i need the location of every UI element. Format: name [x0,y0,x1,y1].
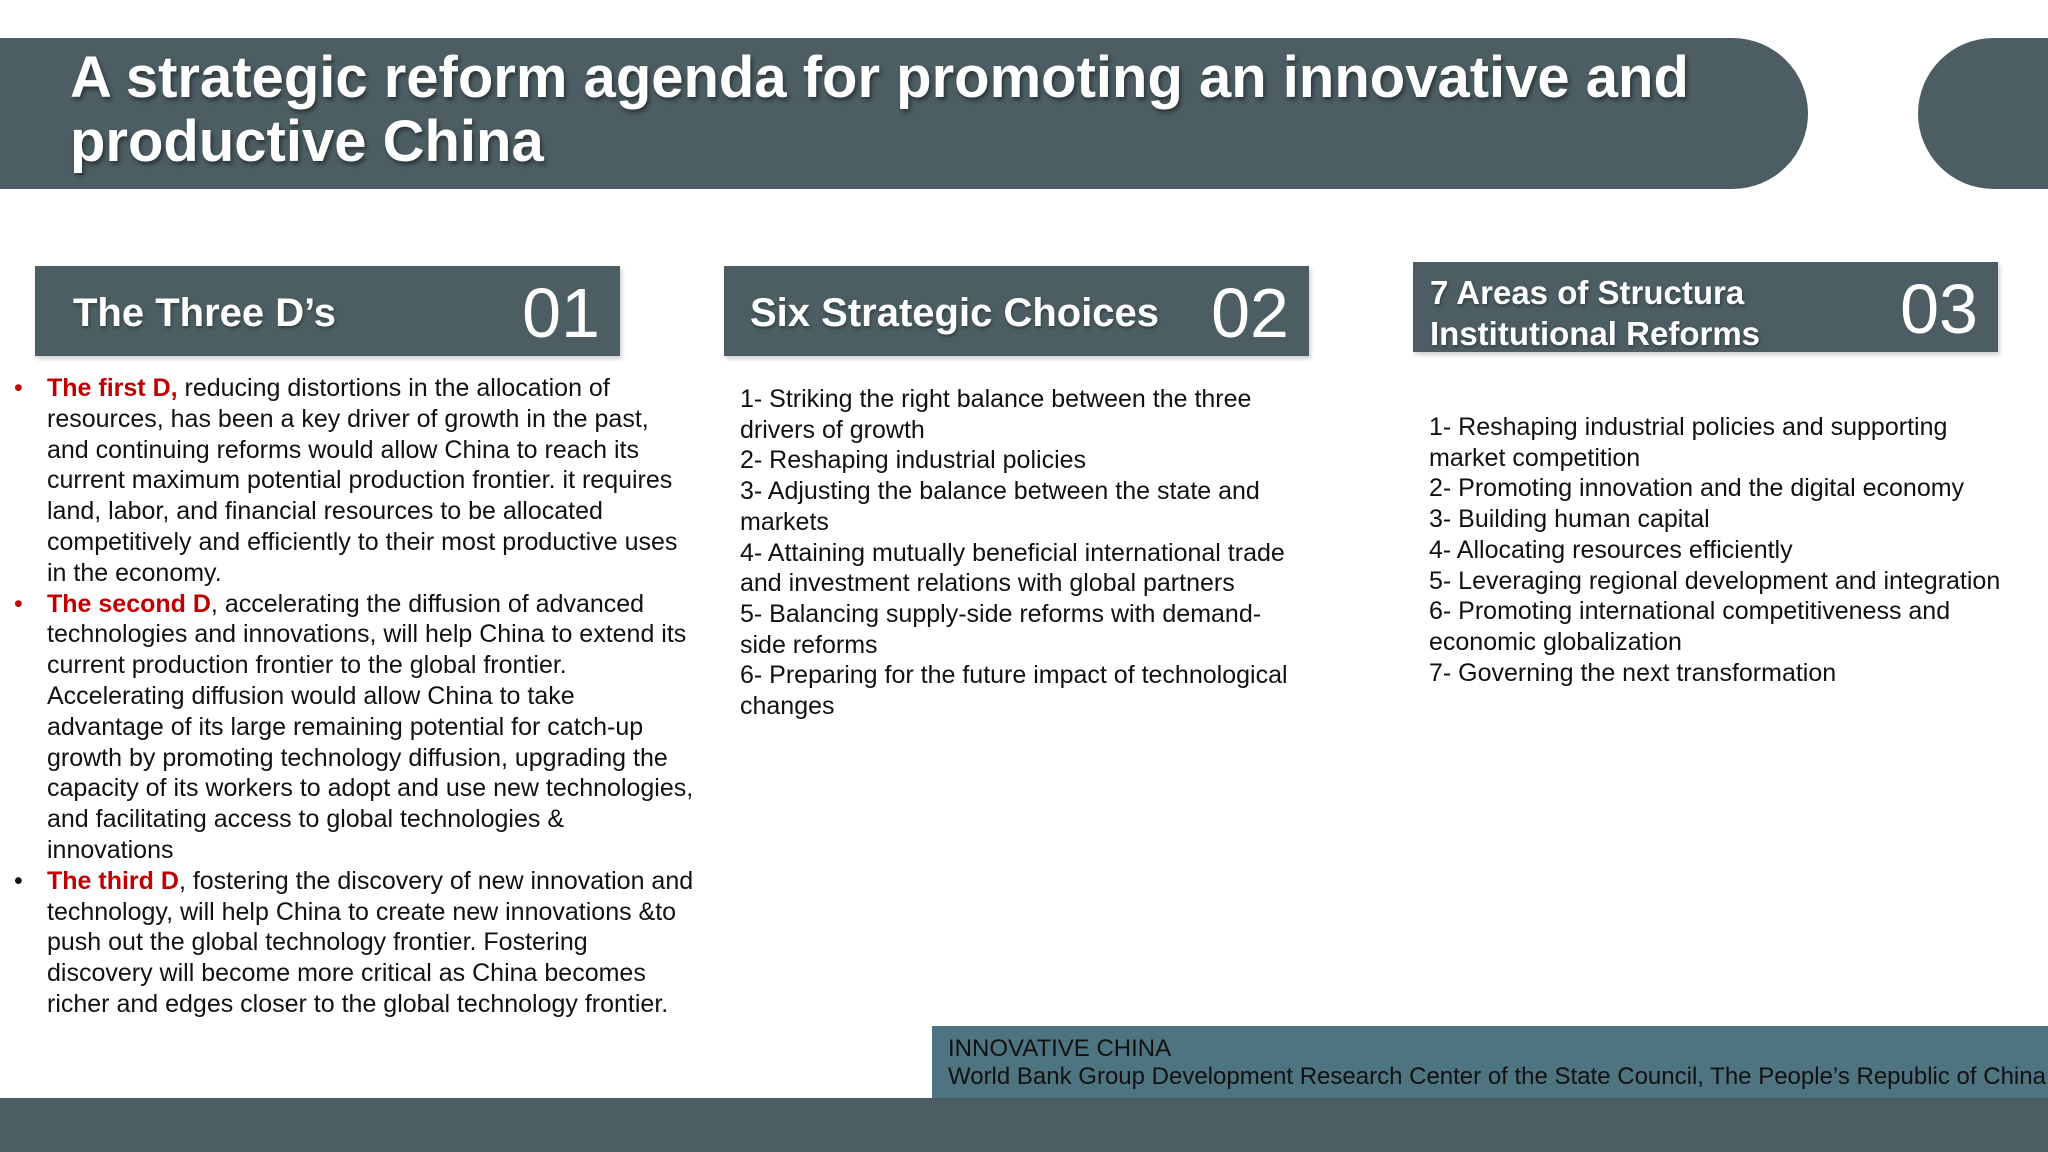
bullet-icon: • [14,866,23,895]
column-title: Six Strategic Choices [750,291,1160,335]
column-title-line: Institutional Reforms [1430,315,1761,352]
bullet-icon: • [14,589,23,618]
list-item: 1- Reshaping industrial policies and supporting market competition [1429,413,1948,472]
slide-title: A strategic reform agenda for promoting an innovative and productive China [70,45,1689,174]
bullet-lead: The third D [47,866,179,895]
list-item [14,866,694,1020]
column-number: 02 [1211,274,1289,352]
column-title: The Three D’s [73,291,337,335]
list-item: 4- Attaining mutually beneficial international trade and investment relations with global partners [740,538,1285,598]
list-item [14,589,694,866]
list-item: 4- Allocating resources efficiently [1429,535,1793,564]
column-header-seven-areas [1413,262,1998,352]
bullet-lead: The second D [47,589,211,618]
list-item: 7- Governing the next transformation [1429,658,1837,687]
bullet-icon: • [14,374,23,402]
list-item: 2- Promoting innovation and the digital economy [1429,474,1965,503]
column-header-six-choices [724,266,1309,356]
three-ds-list [14,373,694,1020]
list-item: 6- Preparing for the future impact of technological changes [740,661,1288,721]
bullet-text: , fostering the discovery of new innovation and technology, will help China to create new innovations &to push out the global technology frontier. Fostering discovery will become more critical as China becomes richer and edges closer to the global technology frontier. [47,866,694,1018]
column-number: 03 [1900,270,1978,348]
column-number: 01 [522,274,600,352]
list-item [14,373,694,589]
column-header-three-ds [35,266,620,356]
bullet-text: reducing distortions in the allocation of resources, has been a key driver of growth in the past, and continuing reforms would allow China to reach its current maximum potential production frontier. it requires land, labor, and financial resources to be allocated competitively and efficiently to their most productive uses in the economy. [47,374,678,587]
reform-areas-list [1429,412,2009,688]
column-title [1430,272,1766,354]
list-item: 6- Promoting international competitiveness and economic globalization [1429,597,1951,656]
list-item: 5- Balancing supply-side reforms with demand-side reforms [740,599,1262,659]
list-item: 1- Striking the right balance between the three drivers of growth [740,385,1252,444]
footer-bar [0,1098,2048,1152]
bullet-text: , accelerating the diffusion of advanced technologies and innovations, will help China to extend its current production frontier to the global frontier. Accelerating diffusion would allow China to take advantage of its large remaining potential for catch-up growth by promoting technology diffusion, upgrading the capacity of its workers to adopt and use new technologies, and facilitating access to global technologies & innovations [47,589,694,864]
source-title: INNOVATIVE CHINA [948,1035,1172,1062]
column-title-line: 7 Areas of Structura [1430,274,1745,311]
decorative-pill [1918,38,2048,189]
strategic-choices-list [740,384,1300,722]
bullet-lead: The first D, [47,374,178,402]
source-publisher: World Bank Group Development Research Center of the State Council, The People’s Republic of China [948,1063,2046,1090]
list-item: 3- Adjusting the balance between the state and markets [740,477,1260,536]
source-citation [932,1026,2048,1098]
list-item: 2- Reshaping industrial policies [740,446,1087,475]
list-item: 5- Leveraging regional development and integration [1429,566,2001,595]
list-item: 3- Building human capital [1429,505,1710,534]
